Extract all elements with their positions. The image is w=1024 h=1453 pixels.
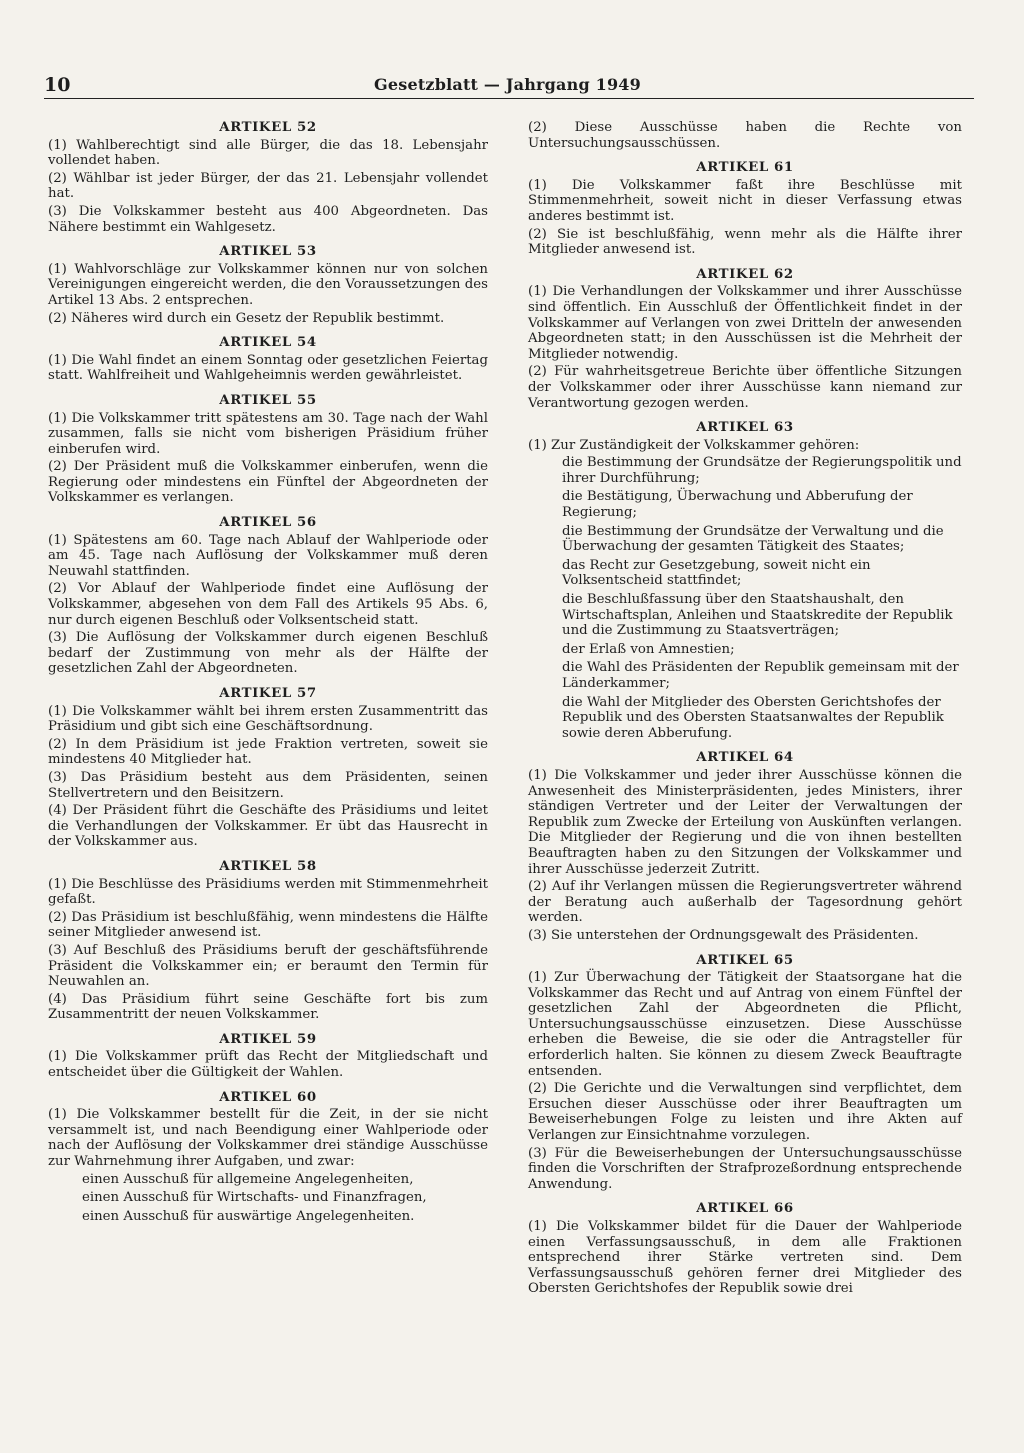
article-list-item: die Beschlußfassung über den Staatshaushalt, den Wirtschaftsplan, Anleihen und Staatskredite der Republik und die Zustimmung zu Staatsverträgen; [562, 592, 953, 639]
article-list-item: die Bestimmung der Grundsätze der Verwaltung und die Überwachung der gesamten Tätigkeit des Staates; [562, 523, 944, 555]
article-heading: ARTIKEL 64 [696, 750, 794, 766]
article-block [528, 420, 962, 741]
article-paragraph: (1) Die Volkskammer bildet für die Dauer der Wahlperiode einen Verfassungsausschuß, in dem alle Fraktionen entsprechend ihrer Stärke vertreten sind. Dem Verfassungsausschuß gehören ferner drei Mitglieder des Obersten Gerichtshofes der Republik sowie drei [528, 1219, 962, 1297]
article-paragraph: (4) Der Präsident führt die Geschäfte des Präsidiums und leitet die Verhandlungen der Volkskammer. Er übt das Hausrecht in der Volkskammer aus. [48, 803, 488, 850]
article-paragraph: (1) Zur Zuständigkeit der Volkskammer gehören: [528, 437, 860, 453]
article-block [528, 953, 962, 1193]
page-title: Gesetzblatt — Jahrgang 1949 [374, 75, 641, 94]
article-heading: ARTIKEL 60 [219, 1089, 317, 1105]
article-paragraph: (1) Wahlvorschläge zur Volkskammer können nur von solchen Vereinigungen eingereicht werden, die den Voraussetzungen des Artikel 13 Abs. 2 entsprechen. [48, 261, 488, 308]
article-paragraph: (2) Sie ist beschlußfähig, wenn mehr als die Hälfte ihrer Mitglieder anwesend ist. [528, 226, 962, 258]
article-block [48, 335, 488, 384]
article-paragraph: (1) Die Volkskammer und jeder ihrer Ausschüsse können die Anwesenheit des Ministerpräsidenten, jedes Ministers, ihrer ständigen Vertreter und der Leiter der Verwaltungen der Republik zum Zwecke der Erteilung von Auskünften verlangen. Die Mitglieder der Regierung und die von ihnen bestellten Beauftragten haben zu den Sitzungen der Volkskammer und ihrer Ausschüsse jederzeit Zutritt. [528, 767, 962, 877]
article-block [48, 686, 488, 850]
article-heading: ARTIKEL 59 [219, 1031, 317, 1047]
article-paragraph: (3) Für die Beweiserhebungen der Untersuchungsausschüsse finden die Vorschriften der Strafprozeßordnung entsprechende Anwendung. [528, 1145, 962, 1192]
article-paragraph: (1) Die Volkskammer tritt spätestens am 30. Tage nach der Wahl zusammen, falls sie nicht vom bisherigen Präsidium früher einberufen wird. [48, 410, 488, 457]
article-paragraph: (3) Sie unterstehen der Ordnungsgewalt des Präsidenten. [528, 927, 919, 943]
article-list-item: einen Ausschuß für allgemeine Angelegenheiten, [82, 1171, 414, 1187]
article-heading: ARTIKEL 58 [219, 858, 317, 874]
article-paragraph: (2) Auf ihr Verlangen müssen die Regierungsvertreter während der Beratung auch außerhalb der Tagesordnung gehört werden. [528, 879, 962, 926]
article-list-item: einen Ausschuß für Wirtschafts- und Finanzfragen, [82, 1190, 427, 1206]
article-paragraph: (2) Der Präsident muß die Volkskammer einberufen, wenn die Regierung oder mindestens ein Fünftel der Abgeordneten der Volkskammer es verlangen. [48, 459, 488, 506]
article-paragraph: (3) Das Präsidium besteht aus dem Präsidenten, seinen Stellvertretern und den Beisitzern. [48, 769, 488, 801]
article-heading: ARTIKEL 54 [219, 335, 317, 351]
article-block [528, 1201, 962, 1297]
article-block [528, 267, 962, 411]
article-block [48, 515, 488, 677]
article-list-item: einen Ausschuß für auswärtige Angelegenheiten. [82, 1208, 415, 1224]
article-list-item: die Bestimmung der Grundsätze der Regierungspolitik und ihrer Durchführung; [562, 455, 962, 486]
article-paragraph: (1) Die Beschlüsse des Präsidiums werden mit Stimmenmehrheit gefaßt. [48, 876, 488, 908]
article-list-item: die Wahl der Mitglieder des Obersten Gerichtshofes der Republik und des Obersten Staatsanwaltes der Republik sowie deren Abberufung. [562, 694, 944, 741]
article-paragraph: (1) Die Wahl findet an einem Sonntag oder gesetzlichen Feiertag statt. Wahlfreiheit und Wahlgeheimnis werden gewährleistet. [48, 352, 488, 384]
article-paragraph: (2) Wählbar ist jeder Bürger, der das 21. Lebensjahr vollendet hat. [48, 170, 488, 202]
article-heading: ARTIKEL 65 [696, 952, 794, 968]
page-number: 10 [44, 74, 71, 96]
article-block [48, 1090, 488, 1225]
article-paragraph: (1) Die Volkskammer prüft das Recht der Mitgliedschaft und entscheidet über die Gültigkeit der Wahlen. [48, 1049, 488, 1081]
article-paragraph: (2) Diese Ausschüsse haben die Rechte von Untersuchungsausschüssen. [528, 120, 962, 151]
article-list-item: der Erlaß von Amnestien; [562, 641, 735, 657]
article-block [48, 859, 488, 1023]
article-block [48, 1032, 488, 1081]
article-heading: ARTIKEL 66 [696, 1201, 794, 1217]
article-paragraph: (1) Die Volkskammer faßt ihre Beschlüsse mit Stimmenmehrheit, soweit nicht in dieser Verfassung etwas anderes bestimmt ist. [528, 177, 962, 224]
article-paragraph: (2) Das Präsidium ist beschlußfähig, wenn mindestens die Hälfte seiner Mitglieder anwesend ist. [48, 909, 488, 941]
article-heading: ARTIKEL 57 [219, 686, 317, 701]
article-heading: ARTIKEL 53 [219, 244, 317, 260]
article-block [48, 120, 488, 235]
article-paragraph: (3) Auf Beschluß des Präsidiums beruft der geschäftsführende Präsident die Volkskammer ein; er beraumt den Termin für Neuwahlen an. [48, 942, 488, 990]
article-paragraph: (3) Die Volkskammer besteht aus 400 Abgeordneten. Das Nähere bestimmt ein Wahlgesetz. [48, 203, 488, 235]
article-block [48, 393, 488, 506]
article-heading: ARTIKEL 62 [696, 266, 794, 282]
article-paragraph: (3) Die Auflösung der Volkskammer durch eigenen Beschluß bedarf der Zustimmung von mehr als der Hälfte der gesetzlichen Zahl der Abgeordneten. [48, 630, 488, 677]
article-paragraph: (1) Spätestens am 60. Tage nach Ablauf der Wahlperiode oder am 45. Tage nach Auflösung der Volkskammer muß deren Neuwahl stattfinden. [48, 532, 488, 579]
article-list-item: das Recht zur Gesetzgebung, soweit nicht ein Volksentscheid stattfindet; [562, 557, 871, 589]
article-paragraph: (2) In dem Präsidium ist jede Fraktion vertreten, soweit sie mindestens 40 Mitglieder hat. [48, 736, 488, 768]
article-heading: ARTIKEL 55 [219, 392, 317, 408]
article-block [528, 160, 962, 258]
article-paragraph: (1) Die Volkskammer wählt bei ihrem ersten Zusammentritt das Präsidium und gibt sich eine Geschäftsordnung. [48, 703, 488, 735]
right-column [528, 120, 962, 1306]
article-list-item: die Wahl des Präsidenten der Republik gemeinsam mit der Länderkammer; [562, 660, 959, 691]
article-paragraph: (2) Näheres wird durch ein Gesetz der Republik bestimmt. [48, 310, 445, 326]
article-heading: ARTIKEL 52 [219, 120, 317, 135]
article-paragraph: (4) Das Präsidium führt seine Geschäfte fort bis zum Zusammentritt der neuen Volkskammer. [48, 991, 488, 1023]
article-heading: ARTIKEL 56 [219, 515, 317, 531]
article-paragraph: (1) Die Volkskammer bestellt für die Zeit, in der sie nicht versammelt ist, und nach Beendigung einer Wahlperiode oder nach der Auflösung der Volkskammer drei ständige Ausschüsse zur Wahrnehmung ihrer Aufgaben, und zwar: [48, 1107, 488, 1170]
article-block [48, 244, 488, 326]
article-heading: ARTIKEL 61 [696, 160, 794, 176]
article-paragraph: (2) Vor Ablauf der Wahlperiode findet eine Auflösung der Volkskammer, abgesehen von dem Fall des Artikels 95 Abs. 6, nur durch eigenen Beschluß oder Volksentscheid statt. [48, 581, 488, 628]
article-block [528, 750, 962, 943]
page-header [44, 74, 974, 99]
article-block [528, 120, 962, 151]
article-paragraph: (1) Zur Überwachung der Tätigkeit der Staatsorgane hat die Volkskammer das Recht und auf Antrag von einem Fünftel der gesetzlichen Zahl der Abgeordneten die Pflicht, Untersuchungsausschüsse einzusetzen. Diese Ausschüsse erheben die Beweise, die sie oder die Antragsteller für erforderlich halten. Sie können zu diesem Zweck Beauftragte entsenden. [528, 970, 962, 1079]
article-paragraph: (1) Wahlberechtigt sind alle Bürger, die das 18. Lebensjahr vollendet haben. [48, 137, 488, 169]
left-column [48, 120, 488, 1233]
article-paragraph: (2) Die Gerichte und die Verwaltungen sind verpflichtet, dem Ersuchen dieser Ausschüsse oder ihrer Beauftragten um Beweiserhebungen Folge zu leisten und ihre Akten auf Verlangen zur Einsichtnahme vorzulegen. [528, 1081, 962, 1144]
article-heading: ARTIKEL 63 [696, 420, 794, 436]
article-paragraph: (2) Für wahrheitsgetreue Berichte über öffentliche Sitzungen der Volkskammer oder ihrer Ausschüsse kann niemand zur Verantwortung gezogen werden. [528, 364, 962, 411]
article-list-item: die Bestätigung, Überwachung und Abberufung der Regierung; [562, 489, 913, 521]
article-paragraph: (1) Die Verhandlungen der Volkskammer und ihrer Ausschüsse sind öffentlich. Ein Ausschluß der Öffentlichkeit findet in der Volkskammer auf Verlangen von zwei Dritteln der anwesenden Abgeordneten statt; in den Ausschüssen ist die Mehrheit der Mitglieder notwendig. [528, 284, 962, 362]
